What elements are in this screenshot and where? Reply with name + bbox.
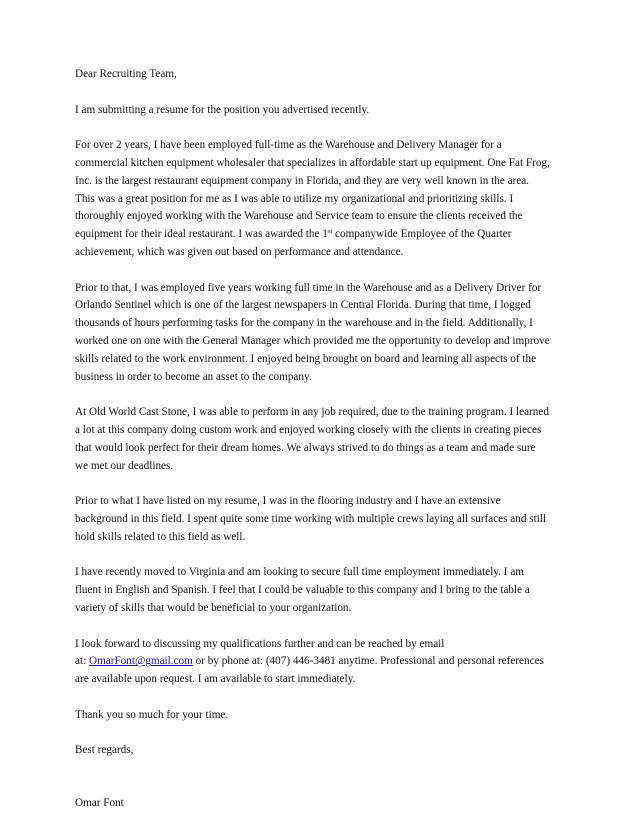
thanks-line: Thank you so much for your time. xyxy=(75,708,229,721)
signature-space xyxy=(75,760,580,795)
paragraph-old-world-cast-stone: At Old World Cast Stone, I was able to perform in any job required, due to the training program. I learned a lot at this company doing custom work and enjoyed working closely with the clients in creating pieces that would look perfect for their dream homes. We always strived to do things as a team and made sure we met our deadlines. xyxy=(75,406,549,472)
paragraph-contact: I look forward to discussing my qualifications further and can be reached by email at: OmarFont@gmail.com or by phone at: (407) 446-3481 anytime. Professional and personal references are available upon request. I am available to start immediately. xyxy=(75,637,544,686)
paragraph-one-fat-frog: For over 2 years, I have been employed full-time as the Warehouse and Delivery Manager for a commercial kitchen equipment wholesaler that specializes in affordable start up equipment. One Fat Frog, Inc. is the largest restaurant equipment company in Florida, and they are very well known in the area. This was a great position for me as I was able to utilize my organizational and prioritizing skills. I thoroughly enjoyed working with the Warehouse and Service team to ensure the clients received the equipment for their ideal restaurant. I was awarded the 1st companywide Employee of the Quarter achievement, which was given out based on performance and attendance. xyxy=(75,139,550,258)
letter-body xyxy=(75,66,580,831)
signature-name: Omar Font xyxy=(75,797,124,810)
paragraph-orlando-sentinel: Prior to that, I was employed five years working full time in the Warehouse and as a Delivery Driver for Orlando Sentinel which is one of the largest newspapers in Central Florida. During that time, I logged thousands of hours performing tasks for the company in the warehouse and in the field. Additionally, I worked one on one with the General Manager which provided me the opportunity to develop and improve skills related to the work environment. I enjoyed being brought on board and learning all aspects of the business in order to become an asset to the company. xyxy=(75,281,550,383)
email-link[interactable]: OmarFont@gmail.com xyxy=(88,655,193,668)
salutation: Dear Recruiting Team, xyxy=(75,68,177,80)
closing: Best regards, xyxy=(75,744,134,757)
paragraph-virginia: I have recently moved to Virginia and am looking to secure full time employment immediately. I am fluent in English and Spanish. I feel that I could be valuable to this company and I bring to the table a variety of skills that would be beneficial to your organization. xyxy=(75,566,530,614)
paragraph-intro: I am submitting a resume for the position you advertised recently. xyxy=(75,103,370,116)
ordinal-superscript: st xyxy=(327,228,333,236)
paragraph-flooring: Prior to what I have listed on my resume, I was in the flooring industry and I have an extensive background in this field. I spent quite some time working with multiple crews laying all surfaces and still hold skills related to this field as well. xyxy=(75,495,547,543)
